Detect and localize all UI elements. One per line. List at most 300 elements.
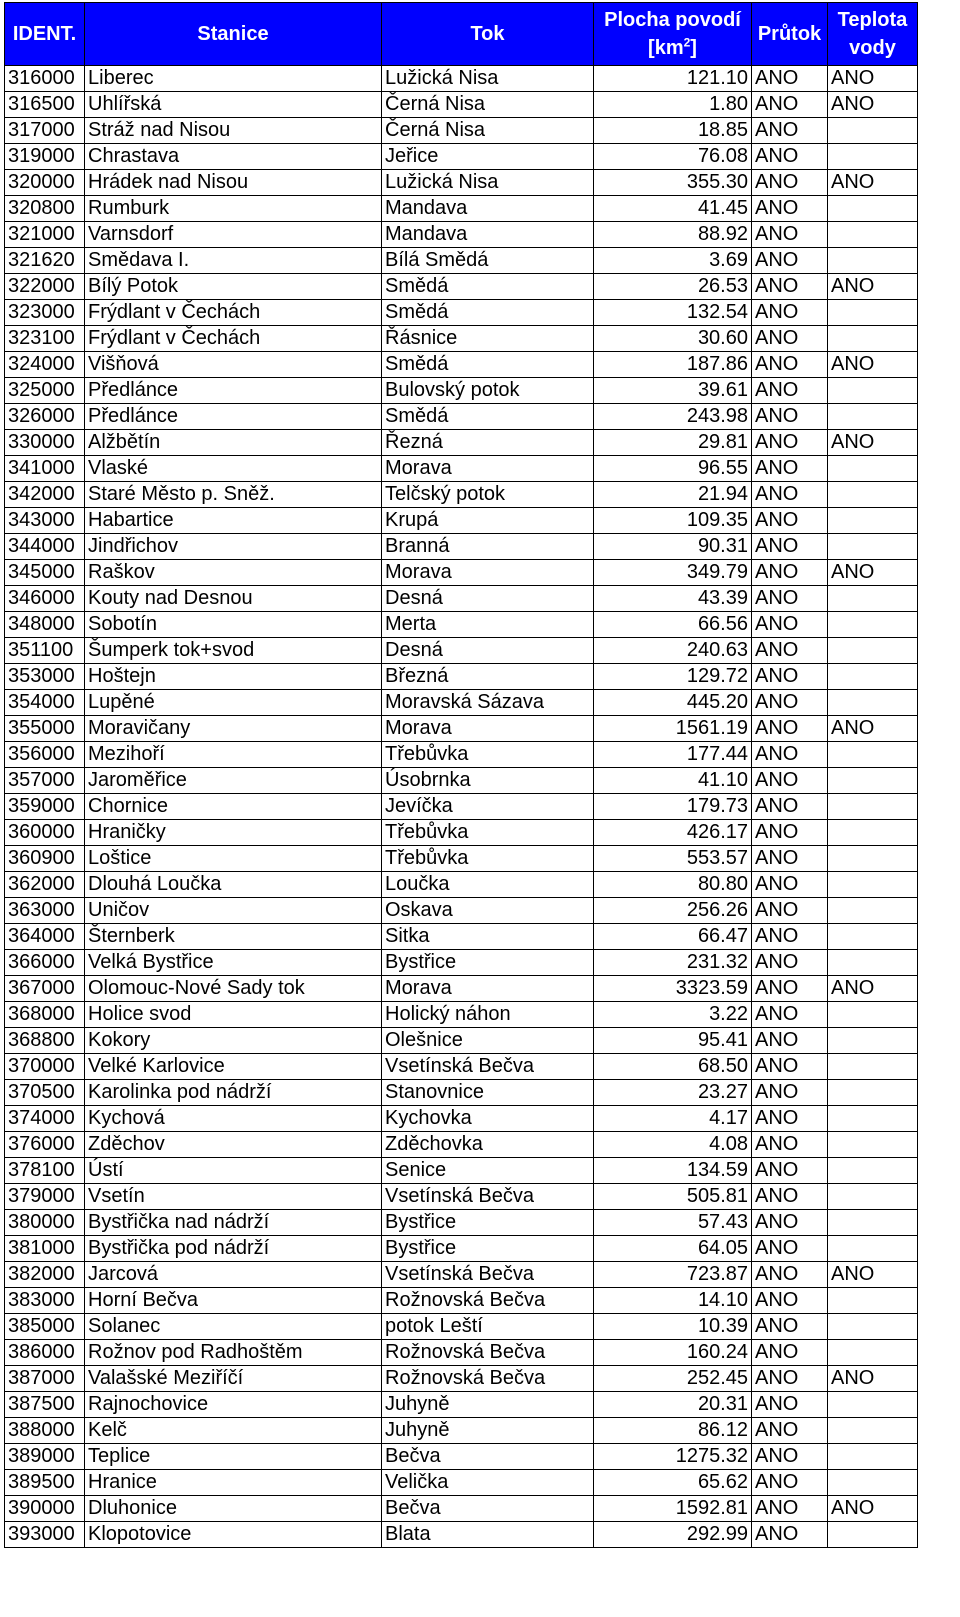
cell-plocha: 4.17 [594,1106,752,1132]
cell-ident: 345000 [5,560,85,586]
cell-stanice: Liberec [85,66,382,92]
cell-tok: Smědá [382,300,594,326]
cell-prutok: ANO [752,1028,828,1054]
cell-prutok: ANO [752,664,828,690]
cell-plocha: 187.86 [594,352,752,378]
cell-prutok: ANO [752,872,828,898]
cell-tok: Bulovský potok [382,378,594,404]
cell-teplota: ANO [828,430,918,456]
cell-plocha: 179.73 [594,794,752,820]
cell-plocha: 26.53 [594,274,752,300]
cell-tok: Kychovka [382,1106,594,1132]
cell-stanice: Šternberk [85,924,382,950]
cell-teplota [828,1288,918,1314]
cell-prutok: ANO [752,274,828,300]
cell-ident: 344000 [5,534,85,560]
cell-stanice: Hranice [85,1470,382,1496]
cell-teplota [828,456,918,482]
cell-tok: Bystřice [382,1236,594,1262]
table-row [5,118,918,144]
table-row [5,716,918,742]
cell-ident: 387000 [5,1366,85,1392]
cell-stanice: Velké Karlovice [85,1054,382,1080]
cell-plocha: 243.98 [594,404,752,430]
cell-prutok: ANO [752,1210,828,1236]
cell-plocha: 1275.32 [594,1444,752,1470]
cell-plocha: 160.24 [594,1340,752,1366]
cell-stanice: Zděchov [85,1132,382,1158]
cell-plocha: 95.41 [594,1028,752,1054]
cell-stanice: Alžbětín [85,430,382,456]
cell-teplota [828,118,918,144]
cell-ident: 316500 [5,92,85,118]
cell-stanice: Kokory [85,1028,382,1054]
table-row [5,586,918,612]
cell-tok: Mandava [382,196,594,222]
table-row [5,430,918,456]
cell-tok: Smědá [382,352,594,378]
header-row [5,3,918,66]
cell-teplota [828,664,918,690]
cell-tok: Bečva [382,1444,594,1470]
cell-teplota [828,898,918,924]
cell-tok: Blata [382,1522,594,1548]
cell-plocha: 445.20 [594,690,752,716]
table-row [5,274,918,300]
cell-stanice: Lupěné [85,690,382,716]
table-row [5,92,918,118]
cell-stanice: Horní Bečva [85,1288,382,1314]
cell-ident: 364000 [5,924,85,950]
cell-teplota [828,196,918,222]
cell-ident: 316000 [5,66,85,92]
cell-prutok: ANO [752,352,828,378]
cell-teplota [828,1314,918,1340]
cell-teplota [828,820,918,846]
cell-tok: Řezná [382,430,594,456]
cell-stanice: Vsetín [85,1184,382,1210]
cell-teplota: ANO [828,716,918,742]
cell-tok: Třebůvka [382,846,594,872]
cell-teplota [828,1080,918,1106]
cell-teplota [828,1210,918,1236]
cell-teplota [828,846,918,872]
cell-teplota [828,326,918,352]
cell-ident: 356000 [5,742,85,768]
cell-teplota [828,872,918,898]
cell-plocha: 292.99 [594,1522,752,1548]
cell-plocha: 1592.81 [594,1496,752,1522]
table-row [5,690,918,716]
cell-tok: Telčský potok [382,482,594,508]
cell-prutok: ANO [752,144,828,170]
cell-plocha: 88.92 [594,222,752,248]
cell-tok: Krupá [382,508,594,534]
cell-ident: 389000 [5,1444,85,1470]
cell-stanice: Dluhonice [85,1496,382,1522]
cell-prutok: ANO [752,1340,828,1366]
cell-tok: Vsetínská Bečva [382,1054,594,1080]
cell-tok: Branná [382,534,594,560]
table-row [5,456,918,482]
cell-ident: 321000 [5,222,85,248]
table-row [5,1314,918,1340]
table-row [5,950,918,976]
cell-prutok: ANO [752,1522,828,1548]
cell-ident: 389500 [5,1470,85,1496]
cell-ident: 359000 [5,794,85,820]
table-row [5,794,918,820]
table-row [5,1002,918,1028]
cell-prutok: ANO [752,950,828,976]
header-ident: IDENT. [5,3,85,66]
cell-prutok: ANO [752,1288,828,1314]
cell-prutok: ANO [752,1262,828,1288]
cell-plocha: 90.31 [594,534,752,560]
cell-tok: Desná [382,586,594,612]
table-row [5,1158,918,1184]
table-row [5,404,918,430]
cell-prutok: ANO [752,742,828,768]
cell-teplota [828,612,918,638]
cell-plocha: 80.80 [594,872,752,898]
table-body [5,66,918,1548]
cell-stanice: Loštice [85,846,382,872]
cell-plocha: 256.26 [594,898,752,924]
cell-ident: 320800 [5,196,85,222]
cell-teplota [828,1418,918,1444]
cell-plocha: 553.57 [594,846,752,872]
cell-plocha: 64.05 [594,1236,752,1262]
cell-prutok: ANO [752,482,828,508]
cell-stanice: Staré Město p. Sněž. [85,482,382,508]
cell-teplota [828,1158,918,1184]
cell-stanice: Hrádek nad Nisou [85,170,382,196]
cell-teplota: ANO [828,170,918,196]
cell-tok: Morava [382,976,594,1002]
cell-stanice: Hraničky [85,820,382,846]
cell-plocha: 240.63 [594,638,752,664]
cell-tok: Jevíčka [382,794,594,820]
cell-ident: 370000 [5,1054,85,1080]
cell-stanice: Jindřichov [85,534,382,560]
table-row [5,1080,918,1106]
table-row [5,534,918,560]
cell-stanice: Solanec [85,1314,382,1340]
cell-teplota: ANO [828,1262,918,1288]
cell-tok: Lužická Nisa [382,66,594,92]
cell-plocha: 231.32 [594,950,752,976]
header-tok: Tok [382,3,594,66]
cell-tok: Mandava [382,222,594,248]
cell-ident: 360900 [5,846,85,872]
cell-ident: 386000 [5,1340,85,1366]
cell-stanice: Kelč [85,1418,382,1444]
cell-plocha: 505.81 [594,1184,752,1210]
table-row [5,560,918,586]
cell-teplota [828,1132,918,1158]
cell-tok: Rožnovská Bečva [382,1288,594,1314]
cell-stanice: Šumperk tok+svod [85,638,382,664]
table-row [5,1184,918,1210]
table-row [5,872,918,898]
cell-tok: Vsetínská Bečva [382,1184,594,1210]
cell-ident: 324000 [5,352,85,378]
cell-ident: 353000 [5,664,85,690]
cell-prutok: ANO [752,612,828,638]
header-teplota-vody [828,3,918,66]
cell-plocha: 18.85 [594,118,752,144]
cell-prutok: ANO [752,1444,828,1470]
cell-stanice: Předlánce [85,404,382,430]
cell-tok: Třebůvka [382,742,594,768]
cell-plocha: 3323.59 [594,976,752,1002]
table-row [5,378,918,404]
cell-prutok: ANO [752,222,828,248]
cell-prutok: ANO [752,1496,828,1522]
cell-plocha: 349.79 [594,560,752,586]
header-teplota-line2: vody [849,37,896,59]
table-row [5,898,918,924]
cell-tok: Černá Nisa [382,118,594,144]
cell-teplota [828,1392,918,1418]
station-table [4,2,918,1548]
cell-ident: 374000 [5,1106,85,1132]
cell-tok: Řásnice [382,326,594,352]
cell-teplota [828,690,918,716]
cell-tok: Oskava [382,898,594,924]
cell-ident: 321620 [5,248,85,274]
cell-plocha: 1.80 [594,92,752,118]
cell-plocha: 3.69 [594,248,752,274]
cell-prutok: ANO [752,1080,828,1106]
cell-prutok: ANO [752,1158,828,1184]
cell-prutok: ANO [752,1184,828,1210]
cell-ident: 343000 [5,508,85,534]
table-row [5,1392,918,1418]
table-row [5,170,918,196]
cell-prutok: ANO [752,768,828,794]
cell-plocha: 76.08 [594,144,752,170]
cell-plocha: 134.59 [594,1158,752,1184]
cell-tok: Stanovnice [382,1080,594,1106]
header-plocha-povodi [594,3,752,66]
cell-teplota [828,1028,918,1054]
cell-prutok: ANO [752,690,828,716]
cell-ident: 357000 [5,768,85,794]
cell-ident: 320000 [5,170,85,196]
cell-plocha: 21.94 [594,482,752,508]
cell-tok: Rožnovská Bečva [382,1366,594,1392]
cell-stanice: Holice svod [85,1002,382,1028]
cell-ident: 368800 [5,1028,85,1054]
table-row [5,196,918,222]
cell-ident: 390000 [5,1496,85,1522]
cell-prutok: ANO [752,170,828,196]
cell-plocha: 109.35 [594,508,752,534]
cell-tok: Úsobrnka [382,768,594,794]
cell-ident: 319000 [5,144,85,170]
cell-ident: 341000 [5,456,85,482]
table-row [5,352,918,378]
cell-ident: 387500 [5,1392,85,1418]
cell-ident: 322000 [5,274,85,300]
table-row [5,1288,918,1314]
cell-stanice: Jarcová [85,1262,382,1288]
cell-stanice: Dlouhá Loučka [85,872,382,898]
cell-plocha: 121.10 [594,66,752,92]
cell-teplota [828,586,918,612]
table-row [5,1418,918,1444]
table-row [5,664,918,690]
cell-teplota [828,1054,918,1080]
cell-prutok: ANO [752,508,828,534]
cell-ident: 367000 [5,976,85,1002]
cell-prutok: ANO [752,846,828,872]
cell-prutok: ANO [752,300,828,326]
cell-prutok: ANO [752,534,828,560]
table-row [5,1470,918,1496]
table-row [5,1522,918,1548]
cell-tok: Holický náhon [382,1002,594,1028]
unit-suffix: ] [690,37,697,59]
cell-teplota: ANO [828,976,918,1002]
cell-ident: 360000 [5,820,85,846]
cell-ident: 323000 [5,300,85,326]
cell-tok: Juhyně [382,1418,594,1444]
cell-prutok: ANO [752,820,828,846]
cell-tok: Desná [382,638,594,664]
cell-ident: 376000 [5,1132,85,1158]
cell-stanice: Frýdlant v Čechách [85,300,382,326]
cell-prutok: ANO [752,1054,828,1080]
cell-prutok: ANO [752,118,828,144]
cell-teplota [828,924,918,950]
cell-stanice: Rumburk [85,196,382,222]
cell-plocha: 129.72 [594,664,752,690]
cell-teplota [828,794,918,820]
cell-stanice: Vlaské [85,456,382,482]
table-row [5,508,918,534]
cell-stanice: Smědava I. [85,248,382,274]
cell-stanice: Bystřička nad nádrží [85,1210,382,1236]
header-teplota-line1: Teplota [837,9,908,31]
cell-stanice: Teplice [85,1444,382,1470]
cell-plocha: 66.56 [594,612,752,638]
cell-teplota [828,508,918,534]
cell-teplota: ANO [828,1366,918,1392]
cell-ident: 363000 [5,898,85,924]
table-row [5,638,918,664]
cell-prutok: ANO [752,1002,828,1028]
cell-ident: 382000 [5,1262,85,1288]
cell-ident: 378100 [5,1158,85,1184]
cell-prutok: ANO [752,66,828,92]
cell-prutok: ANO [752,560,828,586]
cell-tok: Sitka [382,924,594,950]
cell-ident: 326000 [5,404,85,430]
cell-plocha: 65.62 [594,1470,752,1496]
cell-stanice: Chrastava [85,144,382,170]
cell-ident: 381000 [5,1236,85,1262]
cell-teplota [828,768,918,794]
cell-tok: Olešnice [382,1028,594,1054]
cell-prutok: ANO [752,248,828,274]
cell-stanice: Uničov [85,898,382,924]
cell-prutok: ANO [752,1418,828,1444]
table-row [5,1496,918,1522]
table-row [5,1444,918,1470]
cell-tok: Třebůvka [382,820,594,846]
cell-prutok: ANO [752,378,828,404]
cell-tok: Bílá Smědá [382,248,594,274]
cell-teplota: ANO [828,92,918,118]
cell-tok: potok Leští [382,1314,594,1340]
cell-teplota [828,378,918,404]
table-row [5,248,918,274]
cell-plocha: 30.60 [594,326,752,352]
table-row [5,1054,918,1080]
cell-tok: Senice [382,1158,594,1184]
cell-plocha: 43.39 [594,586,752,612]
cell-stanice: Karolinka pod nádrží [85,1080,382,1106]
cell-teplota [828,1522,918,1548]
cell-tok: Morava [382,716,594,742]
cell-plocha: 86.12 [594,1418,752,1444]
cell-teplota [828,300,918,326]
table-row [5,1132,918,1158]
cell-plocha: 29.81 [594,430,752,456]
cell-plocha: 41.45 [594,196,752,222]
cell-ident: 393000 [5,1522,85,1548]
cell-tok: Jeřice [382,144,594,170]
header-stanice: Stanice [85,3,382,66]
header-plocha-line1: Plocha povodí [604,9,741,31]
cell-prutok: ANO [752,1366,828,1392]
cell-prutok: ANO [752,456,828,482]
cell-teplota [828,1106,918,1132]
cell-prutok: ANO [752,638,828,664]
cell-teplota [828,1184,918,1210]
cell-tok: Morava [382,560,594,586]
cell-ident: 325000 [5,378,85,404]
cell-ident: 323100 [5,326,85,352]
cell-stanice: Sobotín [85,612,382,638]
cell-teplota: ANO [828,274,918,300]
cell-plocha: 14.10 [594,1288,752,1314]
cell-stanice: Kouty nad Desnou [85,586,382,612]
cell-ident: 383000 [5,1288,85,1314]
cell-ident: 370500 [5,1080,85,1106]
cell-tok: Černá Nisa [382,92,594,118]
cell-teplota [828,1002,918,1028]
cell-plocha: 1561.19 [594,716,752,742]
table-row [5,222,918,248]
table-row [5,1366,918,1392]
cell-plocha: 66.47 [594,924,752,950]
cell-teplota: ANO [828,560,918,586]
cell-tok: Velička [382,1470,594,1496]
cell-prutok: ANO [752,326,828,352]
cell-ident: 346000 [5,586,85,612]
cell-prutok: ANO [752,924,828,950]
table-row [5,1210,918,1236]
cell-prutok: ANO [752,92,828,118]
cell-stanice: Rožnov pod Radhoštěm [85,1340,382,1366]
cell-stanice: Chornice [85,794,382,820]
station-table-sheet [4,2,918,1548]
cell-stanice: Velká Bystřice [85,950,382,976]
